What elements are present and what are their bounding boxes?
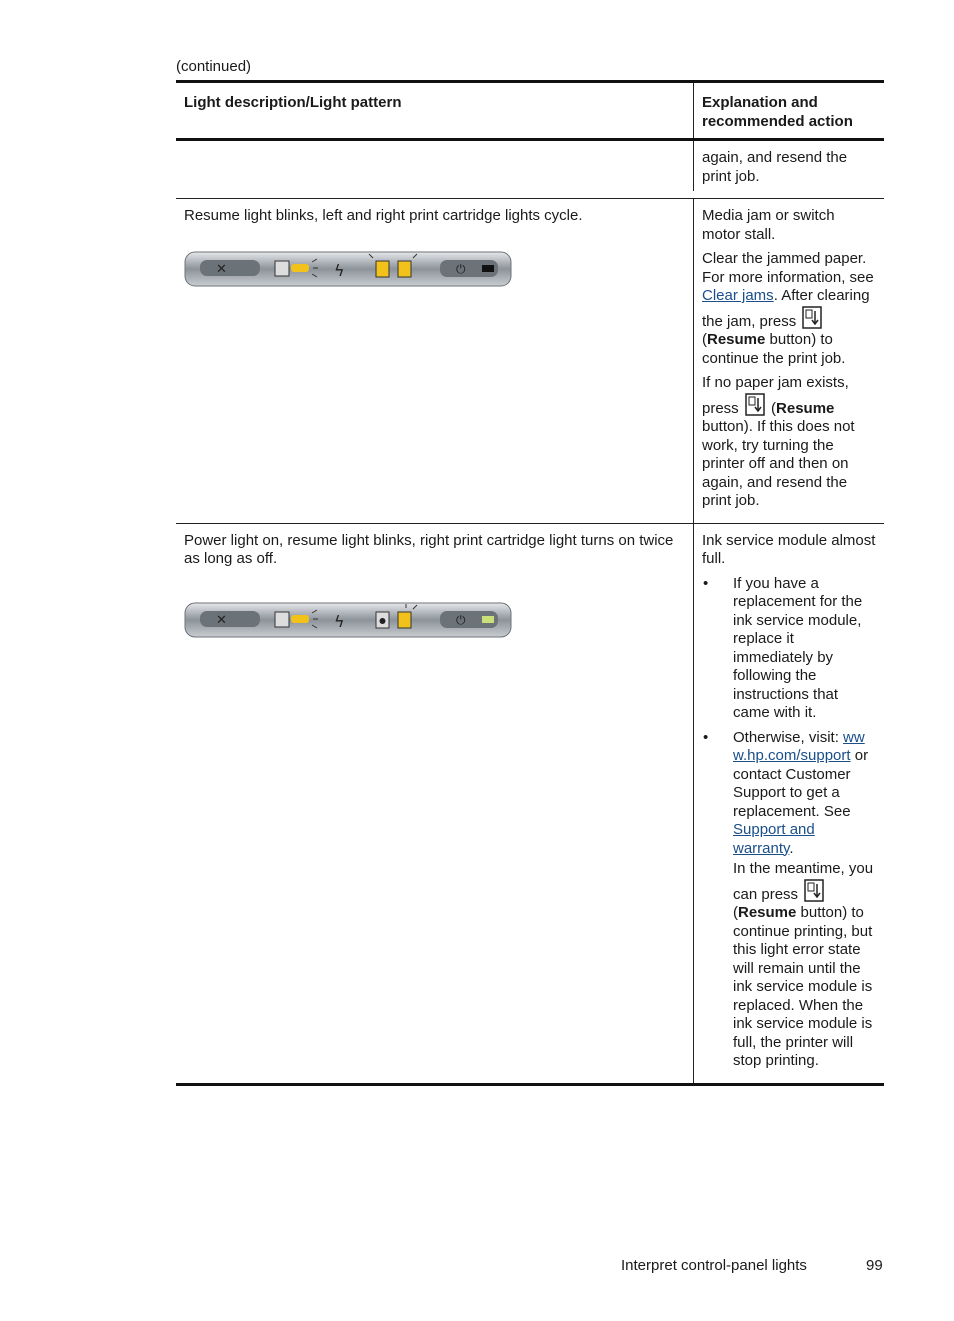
row2-explain-1: Ink service module almost full. xyxy=(702,531,876,567)
bullet-2-text-a: Otherwise, visit: xyxy=(733,728,844,746)
control-panel-lights-image xyxy=(184,599,512,641)
table-row xyxy=(176,523,884,1083)
row1-p3-text-a: If no paper jam exists, press xyxy=(702,374,849,417)
row1-explain-3 xyxy=(702,374,876,511)
row0-description-cell xyxy=(176,141,694,191)
row1-p3-text-c: button). If this does not work, try turning the printer off and then on again, and resend the print job. xyxy=(702,418,855,509)
bullet: • xyxy=(703,574,709,592)
resume-button-icon xyxy=(802,306,822,329)
row2-description: Power light on, resume light blinks, right print cartridge light turns on twice as long as off. xyxy=(184,531,674,567)
continued-label: (continued) xyxy=(176,58,252,75)
bullet-2-text-b: or contact Customer Support to get a replacement. See xyxy=(733,747,869,820)
col-header-explanation: Explanation and recommended action xyxy=(702,94,853,130)
bullet-2-p2-resume-bold: Resume xyxy=(738,904,797,921)
row1-p2-text-a: Clear the jammed paper. For more information, see xyxy=(702,250,874,286)
bullet: • xyxy=(703,728,709,746)
resume-button-icon xyxy=(804,879,824,902)
list-item xyxy=(702,575,876,723)
row2-explanation-cell xyxy=(694,524,884,1083)
hp-support-link[interactable]: www.hp.com/support xyxy=(733,728,865,764)
row1-description: Resume light blinks, left and right print cartridge lights cycle. xyxy=(184,207,583,224)
svg-text:⏻: ⏻ xyxy=(456,261,466,276)
clear-jams-link[interactable]: Clear jams xyxy=(702,287,774,304)
bullet-2-text-c: . xyxy=(789,839,794,857)
svg-text:✕: ✕ xyxy=(216,261,227,277)
table-row xyxy=(176,141,884,198)
svg-text:ϟ: ϟ xyxy=(334,260,345,280)
svg-text:⏻: ⏻ xyxy=(456,612,466,627)
row1-p3-resume-bold: Resume xyxy=(776,399,835,417)
row1-p2-text-c: ( xyxy=(702,331,707,348)
row1-p2-resume-bold: Resume xyxy=(707,331,766,348)
row1-explain-1: Media jam or switch motor stall. xyxy=(702,207,835,243)
svg-text:✕: ✕ xyxy=(216,612,227,628)
list-item xyxy=(702,729,876,1071)
bullet-1-text: If you have a replacement for the ink service module, replace it immediately by following the instructions that came with it. xyxy=(733,574,863,721)
col-header-light-description: Light description/Light pattern xyxy=(176,83,694,138)
support-and-warranty-link[interactable]: Support and warranty xyxy=(733,821,815,857)
row1-p2-text-b: . After clearing the jam, press xyxy=(702,287,870,330)
row1-explanation-cell xyxy=(694,199,884,523)
row1-p2-text-d: button) to continue the print job. xyxy=(702,331,846,367)
table-header-row xyxy=(176,83,884,141)
row1-description-cell xyxy=(176,199,694,523)
resume-button-icon xyxy=(745,393,765,416)
svg-text:ϟ: ϟ xyxy=(334,611,345,631)
bullet-2-paragraph-2 xyxy=(733,860,876,1071)
row0-explanation-cell xyxy=(694,141,884,198)
row1-p3-text-b: ( xyxy=(766,399,777,417)
row1-explain-2 xyxy=(702,250,876,368)
footer-section-title: Interpret control-panel lights xyxy=(621,1257,807,1274)
bullet-2-p2-text-a: In the meantime, you can press xyxy=(733,860,874,903)
lights-table xyxy=(176,80,884,1086)
row2-description-cell xyxy=(176,524,694,1083)
bullet-2-p2-text-b: ( xyxy=(733,904,738,921)
table-row xyxy=(176,198,884,523)
control-panel-lights-image xyxy=(184,248,512,290)
row2-bullet-list xyxy=(702,575,876,1071)
bullet-2-p2-text-c: button) to continue printing, but this light error state will remain until the ink service module is replaced. When the ink service module is full, the printer will stop printing. xyxy=(733,904,873,1069)
row0-text: again, and resend the print job. xyxy=(702,149,848,185)
page-number: 99 xyxy=(866,1257,883,1274)
